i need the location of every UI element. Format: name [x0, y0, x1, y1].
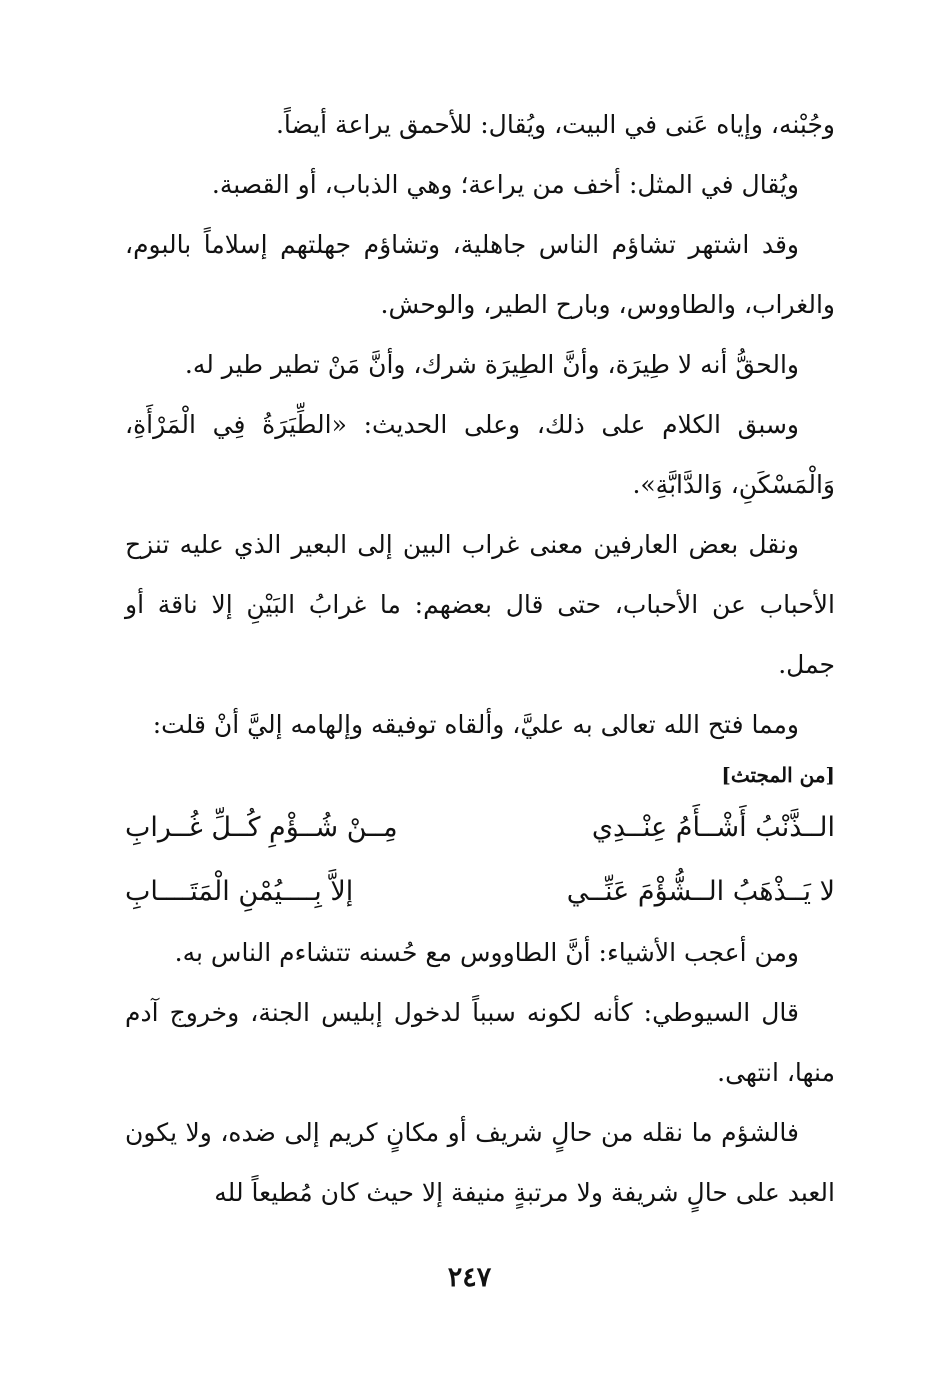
poem-verse-2 — [125, 859, 835, 923]
paragraph-7: ومما فتح الله تعالى به عليَّ، وألقاه توفيقه وإلهامه إليَّ أنْ قلت: — [152, 710, 799, 739]
paragraph-1: وجُبْنه، وإياه عَنى في البيت، ويُقال: للأحمق يراعة أيضاً. — [275, 110, 835, 139]
paragraph-4: والحقُّ أنه لا طِيرَة، وأنَّ الطِيرَة شرك، وأنَّ مَنْ تطير طير له. — [184, 350, 799, 379]
paragraph-6: ونقل بعض العارفين معنى غراب البين إلى البعير الذي عليه تنزح الأحباب عن الأحباب، حتى قال بعضهم: ما غرابُ البَيْنِ إلا ناقة أو جمل. — [125, 530, 835, 679]
poem-verse-1 — [125, 795, 835, 859]
page-body — [125, 95, 835, 1223]
poem-meter-label: [من المجتث] — [721, 763, 835, 787]
verse-1-first-hemistich: الــذَّنْبُ أَشْــأَمُ عِنْــدِي — [591, 811, 835, 843]
verse-2-first-hemistich: لا يَــذْهَبُ الــشُّؤْمَ عَنِّــي — [566, 875, 835, 907]
paragraph-5: وسبق الكلام على ذلك، وعلى الحديث: «الطِّيَرَةُ فِي الْمَرْأَةِ، وَالْمَسْكَنِ، وَالدَّابَّةِ». — [125, 410, 835, 499]
verse-2-second-hemistich: إلاَّ بِــــيُمْنِ الْمَتَــــابِ — [125, 875, 354, 907]
paragraph-3: وقد اشتهر تشاؤم الناس جاهلية، وتشاؤم جهلتهم إسلاماً بالبوم، والغراب، والطاووس، وبارح الطير، والوحش. — [125, 230, 835, 319]
poem — [125, 755, 835, 923]
paragraph-2: ويُقال في المثل: أخف من يراعة؛ وهي الذباب، أو القصبة. — [211, 170, 799, 199]
paragraph-10: فالشؤم ما نقله من حالٍ شريف أو مكانٍ كريم إلى ضده، ولا يكون العبد على حالٍ شريفة ولا مرتبةٍ منيفة إلا حيث كان مُطيعاً لله — [125, 1118, 835, 1207]
page-number: ٢٤٧ — [447, 1262, 492, 1293]
paragraph-9: قال السيوطي: كأنه لكونه سبباً لدخول إبليس الجنة، وخروج آدم منها، انتهى. — [125, 998, 835, 1087]
paragraph-8: ومن أعجب الأشياء: أنَّ الطاووس مع حُسنه تتشاءم الناس به. — [174, 938, 799, 967]
verse-1-second-hemistich: مِــنْ شُــؤْمِ كُــلِّ غُــرابِ — [125, 811, 398, 843]
